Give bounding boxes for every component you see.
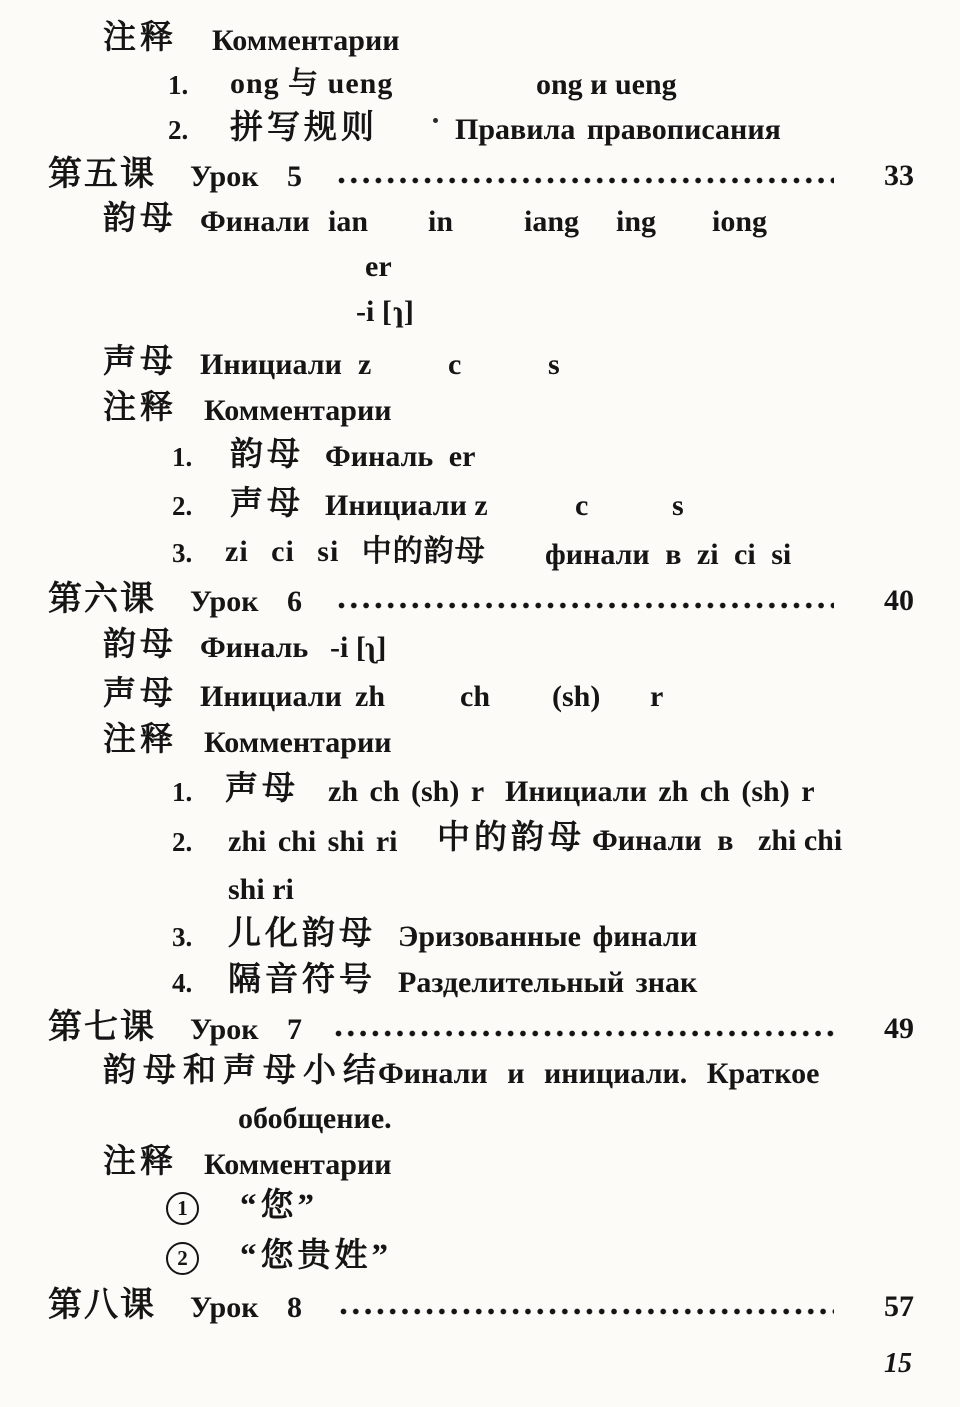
lesson5-notes-label-zh: 注释 [103, 390, 177, 426]
lesson5-note1-number: 1. [172, 442, 193, 472]
lesson5-note1-ru: Финаль er [325, 440, 476, 473]
lesson5-notes-label-ru: Комментарии [204, 394, 392, 427]
lesson5-initials-label-zh: 声母 [103, 344, 177, 380]
lesson5-final-ian: ian [328, 205, 369, 238]
lesson5-note2-c: c [575, 489, 589, 522]
lesson5-note1-zh: 韵母 [230, 437, 304, 473]
lesson5-title-ru: Урок [190, 160, 259, 193]
lesson5-note3-number: 3. [172, 538, 193, 568]
lesson7-page-number: 49 [884, 1012, 914, 1045]
lesson5-final-ing: ing [616, 205, 657, 238]
intro-item2-ru: Правила правописания [455, 113, 781, 146]
lesson6-note4-ru: Разделительный знак [398, 966, 698, 999]
dots-leader [338, 601, 834, 610]
lesson6-note2-continuation: shi ri [228, 873, 294, 906]
intro-item1-zh: ong 与 ueng [230, 67, 394, 100]
lesson5-final-iong: iong [712, 205, 768, 238]
lesson5-finals-label-ru: Финали [200, 205, 310, 238]
lesson5-final-iang: iang [524, 205, 580, 238]
lesson6-note2-py2: zhi chi [758, 824, 843, 857]
lesson7-title-ru: Урок [190, 1013, 259, 1046]
lesson5-note2-zh: 声母 [230, 486, 304, 522]
lesson8-number: 8 [287, 1291, 302, 1324]
lesson5-final-er: er [365, 250, 392, 283]
dots-leader [335, 1029, 835, 1038]
lesson6-note2-py: zhi chi shi ri [228, 825, 398, 858]
lesson5-note3-ru: финали в zi ci si [545, 538, 792, 571]
lesson5-number: 5 [287, 160, 302, 193]
lesson6-note3-ru: Эризованные финали [398, 920, 698, 953]
lesson5-title-zh: 第五课 [48, 156, 156, 193]
lesson7-note2-circled-number: 2 [166, 1242, 199, 1275]
lesson5-initial-c: c [448, 348, 462, 381]
footer-page-number: 15 [884, 1348, 912, 1379]
lesson5-note2-number: 2. [172, 491, 193, 521]
lesson7-summary-ru-continuation: обобщение. [238, 1102, 392, 1135]
lesson7-note2-zh: “您贵姓” [240, 1238, 392, 1274]
lesson7-summary-ru: Финали и инициали. Краткое [378, 1057, 820, 1090]
lesson6-notes-label-ru: Комментарии [204, 726, 392, 759]
lesson5-finals-label-zh: 韵母 [103, 201, 177, 237]
lesson6-page-number: 40 [884, 584, 914, 617]
dots-leader [338, 176, 834, 185]
lesson5-initial-s: s [548, 348, 560, 381]
lesson5-final-in: in [428, 205, 454, 238]
lesson6-note3-number: 3. [172, 922, 193, 952]
lesson6-title-zh: 第六课 [48, 581, 156, 618]
intro-notes-label-zh: 注释 [103, 20, 177, 56]
lesson6-note2-zh: 中的韵母 [437, 820, 585, 856]
lesson7-note1-circled-number: 1 [166, 1192, 199, 1225]
lesson6-note3-zh: 儿化韵母 [228, 916, 376, 952]
lesson6-initials-label-ru: Инициали [200, 680, 342, 713]
lesson7-summary-zh: 韵母和声母小结 [103, 1053, 383, 1089]
lesson7-title-zh: 第七课 [48, 1009, 156, 1046]
lesson6-final-i-apical: -i [ʅ] [330, 631, 387, 664]
lesson6-initial-sh: (sh) [552, 680, 601, 713]
lesson6-note1-ru: Инициали zh ch (sh) r [505, 775, 815, 808]
lesson6-initial-zh: zh [355, 680, 385, 713]
lesson5-note2-ru: Инициали z [325, 489, 488, 522]
lesson6-note4-zh: 隔音符号 [228, 962, 376, 998]
lesson6-note1-py: zh ch (sh) r [328, 775, 485, 808]
intro-notes-label-ru: Комментарии [212, 24, 400, 57]
dots-leader [340, 1307, 834, 1316]
lesson8-title-ru: Урок [190, 1291, 259, 1324]
lesson6-initial-r: r [650, 680, 664, 713]
lesson5-page-number: 33 [884, 159, 914, 192]
lesson6-note2-ru: Финали в [592, 824, 734, 857]
lesson7-number: 7 [287, 1013, 302, 1046]
lesson6-note1-number: 1. [172, 777, 193, 807]
lesson6-note2-number: 2. [172, 827, 193, 857]
lesson6-note1-zh: 声母 [225, 771, 299, 807]
lesson5-note2-s: s [672, 489, 684, 522]
lesson6-number: 6 [287, 585, 302, 618]
lesson6-title-ru: Урок [190, 585, 259, 618]
lesson6-finals-label-ru: Финаль [200, 631, 309, 664]
lesson5-note3-zh: zi ci si 中的韵母 [225, 535, 486, 568]
lesson7-notes-label-zh: 注释 [103, 1144, 177, 1180]
lesson5-final-i-apical: -i [ɿ] [356, 295, 414, 328]
lesson7-notes-label-ru: Комментарии [204, 1148, 392, 1181]
lesson5-initial-z: z [358, 348, 372, 381]
lesson8-page-number: 57 [884, 1290, 914, 1323]
intro-item2-zh: 拼写规则 [230, 110, 378, 146]
lesson6-notes-label-zh: 注释 [103, 722, 177, 758]
lesson6-initials-label-zh: 声母 [103, 676, 177, 712]
lesson6-initial-ch: ch [460, 680, 490, 713]
lesson6-finals-label-zh: 韵母 [103, 627, 177, 663]
intro-item1-number: 1. [168, 70, 189, 100]
intro-item2-number: 2. [168, 115, 189, 145]
lesson5-initials-label-ru: Инициали [200, 348, 342, 381]
lesson6-note4-number: 4. [172, 968, 193, 998]
lesson7-note1-zh: “您” [240, 1188, 318, 1224]
ink-speck [433, 118, 438, 123]
intro-item1-ru: ong и ueng [536, 68, 677, 101]
lesson8-title-zh: 第八课 [48, 1287, 156, 1324]
